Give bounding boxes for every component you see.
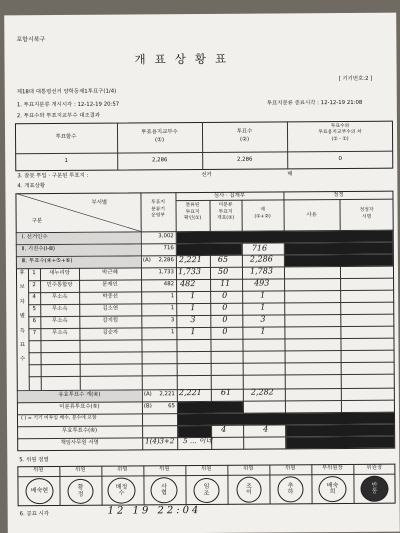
ballot-difference-value: 0 <box>338 156 342 163</box>
misplaced-election-label: 선거 <box>201 171 212 179</box>
header-unsorted-ballots: 미분류 투표지 개표(②) <box>216 202 235 222</box>
committee-role: 위원 <box>33 467 44 474</box>
candidate-name: 강지원 <box>102 317 119 324</box>
seal-stamp: 임 조 <box>193 478 219 503</box>
candidate-total-count: 3 <box>260 314 266 324</box>
committee-role: 부위원장 <box>321 465 343 472</box>
ballot-box-count-value: 1 <box>64 157 68 164</box>
candidate-number: 4 <box>32 294 36 301</box>
candidate-machine-count: 1 <box>170 293 175 300</box>
row-turnout-redacted <box>285 255 393 267</box>
header-correction-group: 정정 <box>333 192 344 199</box>
row-abstain-value: 716 <box>163 245 174 252</box>
candidate-name: 문재인 <box>102 281 118 288</box>
candidate-party: 무소속 <box>52 329 68 337</box>
seal-stamp: 황 정 <box>67 479 93 504</box>
candidate-sorted-count: 3 <box>190 315 196 325</box>
candidate-name: 박근혜 <box>102 269 118 276</box>
header-reason: 사유 <box>306 212 317 219</box>
candidate-party: 무소속 <box>51 317 68 325</box>
candidate-unsorted-count: 0 <box>222 302 228 312</box>
candidate-machine-count: 1,733 <box>158 269 175 276</box>
candidate-machine-count: 482 <box>163 281 175 288</box>
invalid-redacted <box>178 426 211 437</box>
candidate-unsorted-count: 0 <box>222 290 228 300</box>
committee-role: 위원장 <box>366 464 383 471</box>
signer-row-redacted <box>286 437 394 449</box>
valid-total-label: 유효투표수 계(④) <box>58 391 101 399</box>
results-sheet <box>4 13 400 533</box>
header-section-label: 부서별 <box>91 199 108 206</box>
committee-role: 위원 <box>285 465 296 472</box>
seal-stamp-chair: 반 동 <box>360 476 388 502</box>
valid-total-hand-sum: 2,282 <box>250 387 274 397</box>
candidate-total-count: 1 <box>260 302 266 312</box>
seal-stamp: 배숙현 <box>25 478 53 504</box>
announcement-time-handwritten: 12 19 22:04 <box>107 505 202 517</box>
invalid-label: 무효투표수(⑥) <box>62 427 98 434</box>
candidate-unsorted-count: 11 <box>220 278 231 288</box>
unclassified-redacted <box>178 402 243 413</box>
unclassified-prefix: (B) <box>143 403 152 410</box>
candidate-number: 7 <box>32 330 37 337</box>
signer-row-hand-mid: 5 ... 이네 <box>183 436 213 446</box>
header-district-label: 구분 <box>31 218 43 225</box>
candidate-number: 1 <box>32 270 36 277</box>
ballot-total-header: 투표수 (②) <box>236 128 253 143</box>
committee-role: 위원 <box>75 466 86 473</box>
candidate-total-count: 1 <box>260 326 266 336</box>
candidate-sorted-count: 1,733 <box>177 267 201 277</box>
valid-total-prefix: (A) <box>143 391 152 398</box>
row-voters-label: Ⅰ. 선거인수 <box>21 234 48 241</box>
header-review-group: 심사 · 집계부 <box>213 192 246 199</box>
candidate-party: 무소속 <box>51 305 68 313</box>
invalid-hand-sum: 4 <box>263 424 269 434</box>
candidate-number: 5 <box>32 306 36 313</box>
candidate-total-count: 1,783 <box>249 266 273 276</box>
row-turnout-prefix: (A) <box>142 257 151 264</box>
header-signer: 정정자 서명 <box>359 207 374 220</box>
issuing-office: 포항시북구 <box>16 36 46 44</box>
unclassified-value: 65 <box>168 403 175 410</box>
signer-row-hand-left: 1(4)3+2 <box>145 437 175 446</box>
candidate-total-count: 493 <box>254 278 270 288</box>
candidate-number: 6 <box>32 318 37 325</box>
candidate-name: 박종선 <box>102 293 118 300</box>
header-diagonal <box>15 192 140 232</box>
candidate-number: 2 <box>32 282 36 289</box>
sorting-end-time: 투표지분류 종료시각 : 12-12-19 21:08 <box>266 99 363 107</box>
unclassified-label: 미분류투표수(⑤) <box>59 403 100 410</box>
candidate-party: 새누리당 <box>49 269 70 277</box>
invalid-hand-b: 4 <box>221 424 227 434</box>
row-turnout-hand-sum: 2,286 <box>249 254 273 264</box>
ballot-difference-header: 투표수와 투표용지교부수의 차 (② - ①) <box>318 123 362 143</box>
row-turnout-value: 2,286 <box>158 257 174 264</box>
valid-total-hand-a: 2,221 <box>178 388 202 398</box>
candidate-sorted-count: 1 <box>190 327 196 337</box>
header-sum: 계 (①+②) <box>254 207 271 220</box>
valid-total-value: 2,221 <box>159 391 175 398</box>
section4-heading: 4. 개표상황 <box>17 183 46 190</box>
row-turnout-hand-a: 2,221 <box>178 255 202 265</box>
row-turnout-label: Ⅲ. 투표수(④+⑤+⑥) <box>21 257 73 265</box>
candidate-sorted-count: 1 <box>190 291 196 301</box>
candidate-name: 김순자 <box>102 329 119 336</box>
header-sorted-ballots: 분류된 투표지 확인(①) <box>183 203 202 222</box>
ballot-box-count-header: 투표함수 <box>55 133 77 141</box>
misplaced-ballots-label: 3. 잘못 투입 · 구분된 투표지 : <box>17 172 89 180</box>
candidate-machine-count: 1 <box>170 305 175 312</box>
committee-role: 위원 <box>159 466 170 473</box>
candidate-name: 김소연 <box>102 305 119 312</box>
invalid-redacted-right <box>286 425 394 437</box>
row-voters-redacted <box>177 231 393 244</box>
ballot-issued-value: 2,286 <box>151 157 168 164</box>
document-title: 개표상황표 <box>134 51 236 67</box>
row-abstain-redacted <box>177 244 242 255</box>
candidate-sorted-count: 1 <box>190 303 196 313</box>
row-abstain-handwritten: 716 <box>251 243 268 253</box>
machine-note: ( ) = 기기 미투입 매수, 분수에 포함 <box>20 415 97 422</box>
candidate-unsorted-count: 0 <box>222 326 228 336</box>
header-machine: 투표지 분류기 운영부 <box>151 200 166 219</box>
seal-stamp: 배숙 희 <box>318 476 346 502</box>
misplaced-count-unit: 매 <box>287 171 293 178</box>
machine-number: [ 기기번호:2 ] <box>338 75 373 83</box>
candidate-machine-count: 1 <box>170 329 175 336</box>
signer-row-label: 책임사무원 서명 <box>60 439 99 446</box>
row-turnout-hand-b: 65 <box>217 254 229 264</box>
ballot-total-value: 2,286 <box>236 156 253 163</box>
candidate-total-count: 1 <box>260 290 266 300</box>
candidate-party: 민주통합당 <box>46 281 73 289</box>
section6-heading: 6. 공표 시각 <box>19 511 50 518</box>
candidate-party: 무소속 <box>51 293 68 301</box>
seal-stamp: 사 협 <box>150 477 177 503</box>
row-voters-value: 3,002 <box>158 233 174 240</box>
committee-role: 위원 <box>117 466 128 473</box>
candidate-side-label: 후 보 자 별 득 표 수 <box>19 270 26 363</box>
section5-heading: 5. 위원 검열 <box>19 457 49 464</box>
ballot-issued-header: 투표용지교부수 (①) <box>141 129 178 144</box>
section2-heading: 2. 투표수와 투표지교부수 대조결과 <box>16 112 101 120</box>
election-subtitle: 제18대 대통령선거 양학동제1투표구(1/4) <box>16 88 117 96</box>
candidate-unsorted-count: 0 <box>222 314 228 324</box>
valid-total-hand-b: 61 <box>220 387 232 397</box>
row-abstain-label: Ⅱ. 기권수(Ⅰ-Ⅲ) <box>21 246 56 253</box>
seal-stamp: 추 하 <box>277 476 303 502</box>
candidate-machine-count: 3 <box>170 317 175 324</box>
row-abstain-redacted-right <box>285 243 393 255</box>
committee-role: 위원 <box>243 465 254 472</box>
committee-role: 위원 <box>201 465 212 473</box>
candidate-sorted-count: 482 <box>180 279 196 289</box>
sorting-start-time: 1. 투표지분류 개시시각 : 12-12-19 20:57 <box>16 101 120 109</box>
candidate-unsorted-count: 50 <box>217 266 229 276</box>
seal-stamp: 조 이 <box>236 477 261 503</box>
seal-stamp: 배정 수 <box>107 477 135 503</box>
